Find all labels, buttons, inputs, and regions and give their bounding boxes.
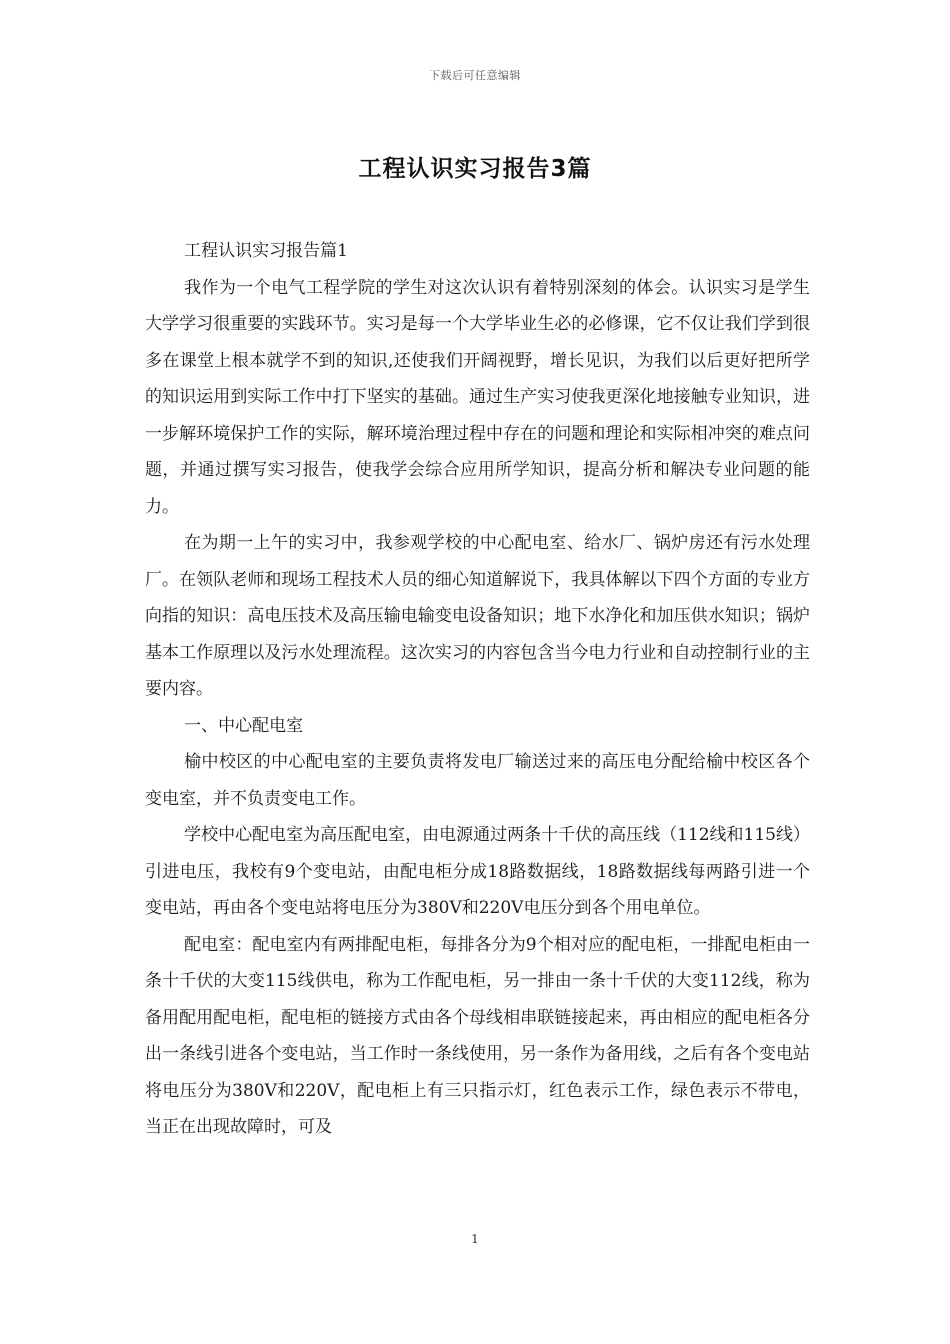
page-number: 1 (471, 1232, 479, 1246)
paragraph-distribution-cabinets: 配电室：配电室内有两排配电柜，每排各分为9个相对应的配电柜，一排配电柜由一条十千伏的大变115线供电，称为工作配电柜，另一排由一条十千伏的大变112线，称为备用配用配电柜，配电柜的链接方式由各个母线相串联链接起来，再由相应的配电柜各分出一条线引进各个变电站，当工作时一条线使用，另一条作为备用线，之后有各个变电站将电压分为380V和220V，配电柜上有三只指示灯，红色表示工作，绿色表示不带电，当正在出现故障时，可及 (145, 934, 810, 1137)
paragraph-visit: 在为期一上午的实习中，我参观学校的中心配电室、给水厂、锅炉房还有污水处理厂。在领队老师和现场工程技术人员的细心知道解说下，我具体解以下四个方面的专业方向指的知识：高电压技术及高压输电输变电设备知识；地下水净化和加压供水知识；锅炉基本工作原理以及污水处理流程。这次实习的内容包含当今电力行业和自动控制行业的主要内容。 (145, 533, 810, 699)
section-heading-part-1: 工程认识实习报告篇1 (184, 241, 348, 261)
paragraph-intro: 我作为一个电气工程学院的学生对这次认识有着特别深刻的体会。认识实习是学生大学学习很重要的实践环节。实习是每一个大学毕业生必的必修课，它不仅让我们学到很多在课堂上根本就学不到的知识,还使我们开阔视野，增长见识，为我们以后更好把所学的知识运用到实际工作中打下坚实的基础。通过生产实习使我更深化地接触专业知识，进一步解环境保护工作的实际，解环境治理过程中存在的问题和理论和实际相冲突的难点问题，并通过撰写实习报告，使我学会综合应用所学知识，提高分析和解决专业问题的能力。 (145, 277, 810, 517)
header-note: 下载后可任意编辑 (429, 69, 521, 82)
document-body (145, 233, 810, 1146)
paragraph-distribution-lines: 学校中心配电室为高压配电室，由电源通过两条十千伏的高压线（112线和115线）引进电压，我校有9个变电站，由配电柜分成18路数据线，18路数据线每两路引进一个变电站，再由各个变电站将电压分为380V和220V电压分到各个用电单位。 (145, 825, 810, 918)
document-title: 工程认识实习报告3篇 (358, 156, 592, 182)
paragraph-distribution-role: 榆中校区的中心配电室的主要负责将发电厂输送过来的高压电分配给榆中校区各个变电室，并不负责变电工作。 (145, 752, 810, 809)
section-heading-distribution-room: 一、中心配电室 (184, 715, 304, 736)
